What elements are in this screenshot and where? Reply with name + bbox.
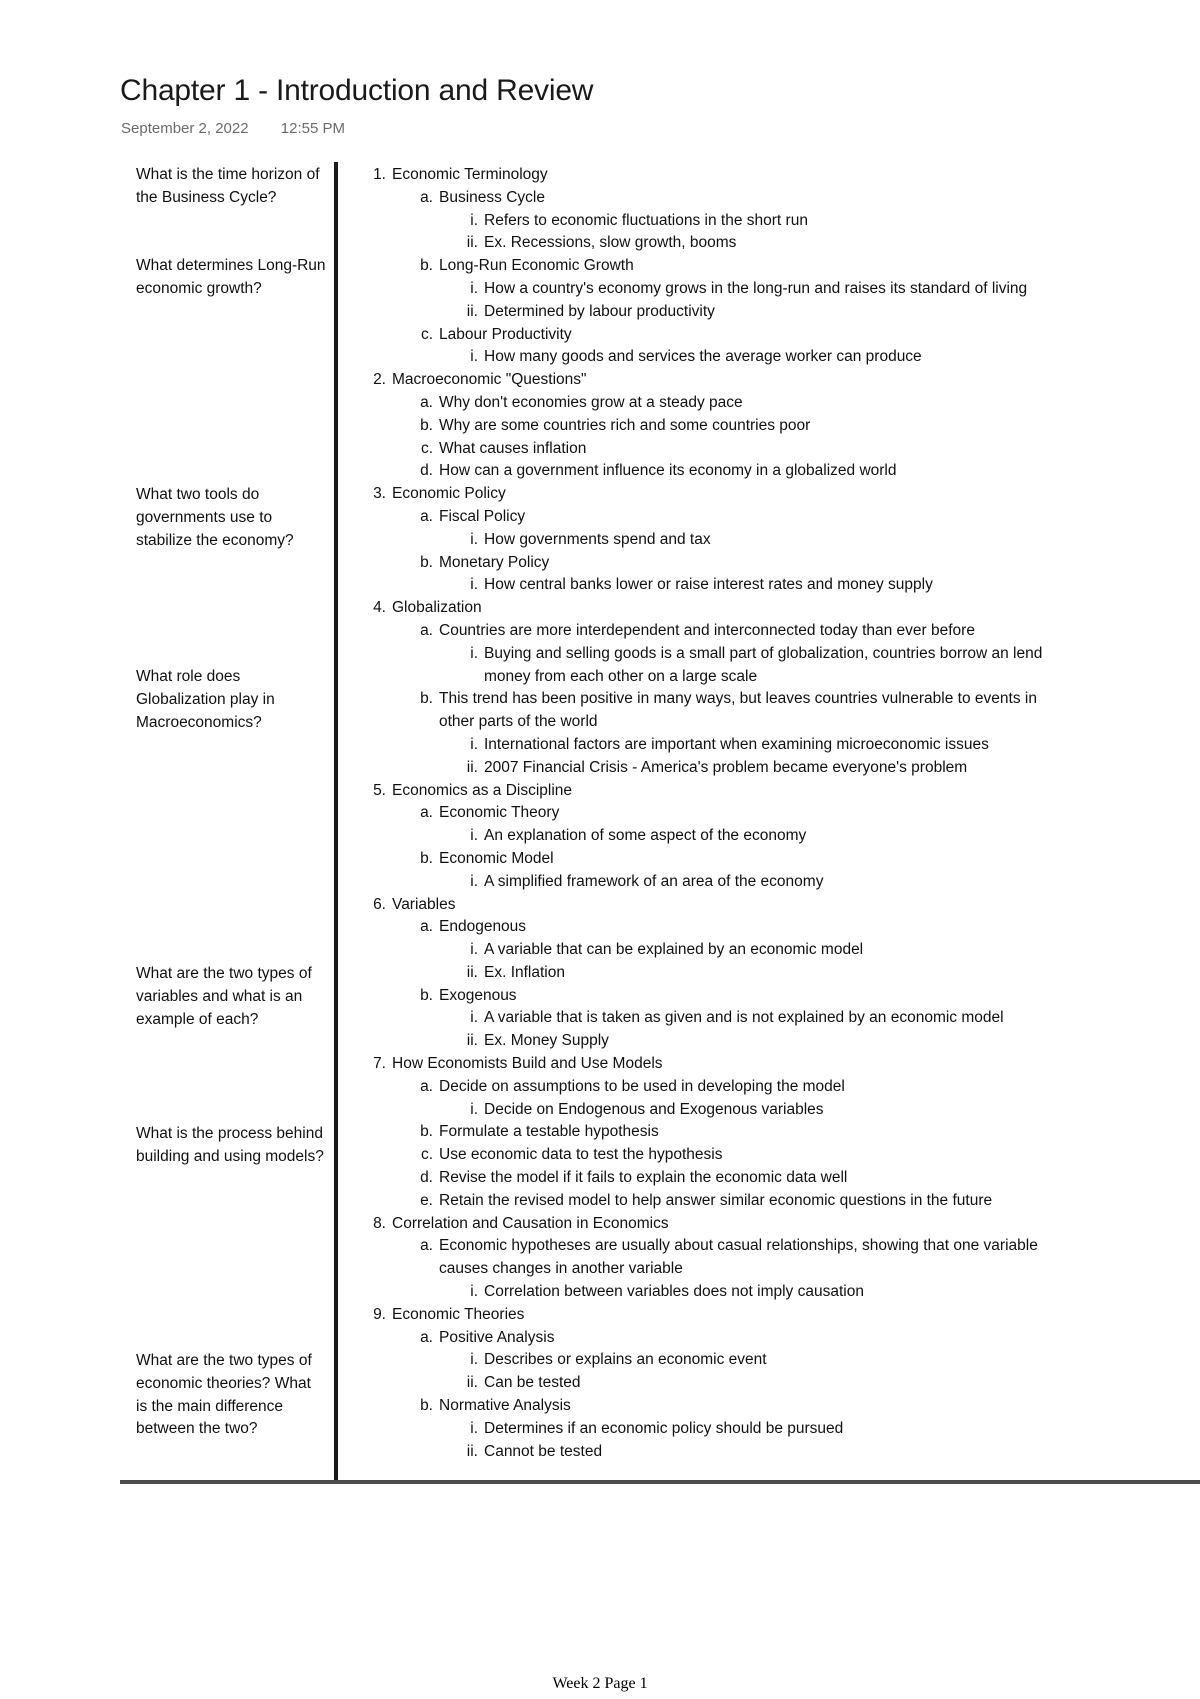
- outline-item: [360, 962, 1120, 985]
- outline-item: [360, 1349, 1120, 1372]
- outline-text: Can be tested: [484, 1374, 581, 1392]
- outline-item: [360, 392, 1120, 415]
- outline-text: Economics as a Discipline: [392, 781, 573, 799]
- outline-text: 2007 Financial Crisis - America's problem became everyone's problem: [484, 758, 968, 776]
- outline-text: Exogenous: [439, 986, 517, 1004]
- outline-text: How many goods and services the average worker can produce: [484, 348, 922, 366]
- outline-item: [360, 1144, 1120, 1167]
- outline-item: [360, 1372, 1120, 1395]
- outline-item: [360, 1213, 1120, 1236]
- outline-text: Monetary Policy: [439, 553, 550, 571]
- outline-text: Economic Theories: [392, 1305, 525, 1323]
- cue-question: What determines Long-Run economic growth?: [136, 257, 326, 297]
- outline-item: [360, 187, 1120, 210]
- outline-marker: a.: [420, 918, 433, 936]
- outline-item: [360, 438, 1120, 461]
- outline-text: Economic hypotheses are usually about casual relationships, showing that one variable: [439, 1237, 1038, 1255]
- outline-text: Economic Model: [439, 849, 554, 867]
- outline-marker: c.: [420, 325, 433, 343]
- outline-text: Retain the revised model to help answer similar economic questions in the future: [439, 1191, 993, 1209]
- outline-marker: i.: [470, 735, 478, 753]
- outline-item: [360, 552, 1120, 575]
- outline-text: A simplified framework of an area of the economy: [484, 872, 824, 890]
- outline-item: [360, 1167, 1120, 1190]
- outline-item: [360, 210, 1120, 233]
- outline-marker: ii.: [466, 234, 478, 252]
- outline-item: [360, 597, 1120, 620]
- page-footer: Week 2 Page 1: [552, 1675, 648, 1692]
- outline-text: Business Cycle: [439, 188, 545, 206]
- outline-text: Refers to economic fluctuations in the short run: [484, 211, 808, 229]
- outline-marker: b.: [420, 1397, 433, 1415]
- outline-item: [360, 1395, 1120, 1418]
- outline-marker: b.: [420, 1123, 433, 1141]
- outline-item: [360, 278, 1120, 301]
- outline-marker: 7.: [373, 1055, 386, 1073]
- outline-text: Ex. Inflation: [484, 963, 565, 981]
- outline-item: [360, 1258, 1120, 1281]
- outline-item: [360, 1053, 1120, 1076]
- cue-question: What is the time horizon of the Business Cycle?: [136, 166, 320, 206]
- outline-marker: b.: [420, 849, 433, 867]
- outline-item: [360, 985, 1120, 1008]
- page-title: Chapter 1 - Introduction and Review: [120, 74, 594, 107]
- outline-item: [360, 848, 1120, 871]
- outline-item: [360, 529, 1120, 552]
- outline-text: Economic Policy: [392, 485, 506, 503]
- outline-item: [360, 894, 1120, 917]
- outline-text: Macroeconomic "Questions": [392, 371, 587, 389]
- outline-marker: a.: [420, 1328, 433, 1346]
- outline-item: [360, 1030, 1120, 1053]
- outline-marker: d.: [420, 462, 433, 480]
- outline-marker: b.: [420, 690, 433, 708]
- outline-text: Buying and selling goods is a small part of globalization, countries borrow an lend: [484, 644, 1043, 662]
- cue-question: What are the two types of economic theories? What is the main difference between the two?: [136, 1352, 312, 1438]
- outline-marker: i.: [470, 1283, 478, 1301]
- outline-text: Decide on Endogenous and Exogenous variables: [484, 1100, 824, 1118]
- outline-text: How a country's economy grows in the long-run and raises its standard of living: [484, 279, 1028, 297]
- outline-marker: c.: [420, 1146, 433, 1164]
- section-bottom-rule: [120, 1480, 1200, 1484]
- page-time: 12:55 PM: [280, 120, 345, 137]
- outline-text: Describes or explains an economic event: [484, 1351, 767, 1369]
- outline-marker: b.: [420, 986, 433, 1004]
- outline-item: [360, 1304, 1120, 1327]
- outline-text: Economic Theory: [439, 804, 560, 822]
- outline-text: Fiscal Policy: [439, 507, 526, 525]
- outline-item: [360, 460, 1120, 483]
- outline-marker: e.: [420, 1191, 433, 1209]
- outline-marker: 4.: [373, 599, 386, 617]
- outline-text: How can a government influence its economy in a globalized world: [439, 462, 897, 480]
- outline-marker: b.: [420, 257, 433, 275]
- outline-marker: ii.: [466, 1032, 478, 1050]
- outline-text: Globalization: [392, 599, 482, 617]
- outline-text: Correlation and Causation in Economics: [392, 1214, 669, 1232]
- outline-item: [360, 232, 1120, 255]
- outline-item: [360, 1007, 1120, 1030]
- outline-text: Labour Productivity: [439, 325, 572, 343]
- outline-item: [360, 688, 1120, 711]
- outline-marker: a.: [420, 621, 433, 639]
- outline-item: [360, 825, 1120, 848]
- outline-text: Use economic data to test the hypothesis: [439, 1146, 723, 1164]
- outline-marker: c.: [420, 439, 433, 457]
- outline-item: [360, 483, 1120, 506]
- outline-marker: i.: [470, 1009, 478, 1027]
- outline-text: How Economists Build and Use Models: [392, 1055, 663, 1073]
- outline-marker: i.: [470, 644, 478, 662]
- outline-marker: ii.: [466, 302, 478, 320]
- outline-marker: i.: [470, 1100, 478, 1118]
- outline-text: This trend has been positive in many ways, but leaves countries vulnerable to events in: [439, 690, 1037, 708]
- outline-marker: a.: [420, 1077, 433, 1095]
- outline-text: What causes inflation: [439, 439, 587, 457]
- outline-item: [360, 666, 1120, 689]
- outline-text: How governments spend and tax: [484, 530, 711, 548]
- outline-marker: i.: [470, 1351, 478, 1369]
- outline-text: causes changes in another variable: [439, 1260, 683, 1278]
- outline-marker: i.: [470, 211, 478, 229]
- outline-marker: a.: [420, 1237, 433, 1255]
- outline-text: other parts of the world: [439, 713, 598, 731]
- outline-marker: 2.: [373, 371, 386, 389]
- outline-marker: 6.: [373, 895, 386, 913]
- outline-marker: ii.: [466, 963, 478, 981]
- outline-item: [360, 1441, 1120, 1464]
- outline-text: Cannot be tested: [484, 1442, 603, 1460]
- outline-item: [360, 620, 1120, 643]
- outline-marker: b.: [420, 416, 433, 434]
- outline-marker: ii.: [466, 1442, 478, 1460]
- notes-outline: [360, 164, 1120, 1463]
- outline-item: [360, 506, 1120, 529]
- outline-marker: 5.: [373, 781, 386, 799]
- outline-text: Why are some countries rich and some countries poor: [439, 416, 811, 434]
- outline-item: [360, 802, 1120, 825]
- outline-marker: i.: [470, 1419, 478, 1437]
- outline-item: [360, 574, 1120, 597]
- outline-marker: a.: [420, 188, 433, 206]
- outline-marker: ii.: [466, 758, 478, 776]
- outline-item: [360, 255, 1120, 278]
- outline-marker: b.: [420, 553, 433, 571]
- outline-text: money from each other on a large scale: [484, 667, 758, 685]
- outline-item: [360, 939, 1120, 962]
- outline-item: [360, 643, 1120, 666]
- column-divider: [334, 162, 338, 1482]
- outline-item: [360, 916, 1120, 939]
- outline-text: A variable that can be explained by an economic model: [484, 941, 864, 959]
- outline-marker: ii.: [466, 1374, 478, 1392]
- outline-item: [360, 780, 1120, 803]
- outline-item: [360, 1418, 1120, 1441]
- outline-text: Normative Analysis: [439, 1397, 571, 1415]
- outline-text: Endogenous: [439, 918, 527, 936]
- outline-item: [360, 1281, 1120, 1304]
- outline-text: Determines if an economic policy should be pursued: [484, 1419, 844, 1437]
- outline-marker: i.: [470, 941, 478, 959]
- outline-marker: 1.: [373, 166, 386, 183]
- outline-marker: a.: [420, 393, 433, 411]
- outline-text: Correlation between variables does not imply causation: [484, 1283, 864, 1301]
- outline-item: [360, 1327, 1120, 1350]
- outline-marker: a.: [420, 507, 433, 525]
- outline-marker: i.: [470, 530, 478, 548]
- outline-text: How central banks lower or raise interest rates and money supply: [484, 576, 933, 594]
- page-date: September 2, 2022: [121, 120, 249, 137]
- outline-item: [360, 1235, 1120, 1258]
- outline-text: Variables: [392, 895, 456, 913]
- outline-marker: i.: [470, 872, 478, 890]
- outline-item: [360, 415, 1120, 438]
- outline-item: [360, 1190, 1120, 1213]
- cue-question: What two tools do governments use to stabilize the economy?: [136, 486, 294, 549]
- outline-item: [360, 369, 1120, 392]
- outline-marker: i.: [470, 576, 478, 594]
- cue-question: What are the two types of variables and what is an example of each?: [136, 965, 312, 1028]
- outline-text: Decide on assumptions to be used in developing the model: [439, 1077, 845, 1095]
- outline-text: A variable that is taken as given and is not explained by an economic model: [484, 1009, 1004, 1027]
- outline-text: Economic Terminology: [392, 166, 548, 183]
- outline-text: Countries are more interdependent and interconnected today than ever before: [439, 621, 975, 639]
- outline-text: International factors are important when examining microeconomic issues: [484, 735, 989, 753]
- outline-marker: 9.: [373, 1305, 386, 1323]
- outline-item: [360, 1076, 1120, 1099]
- outline-text: Revise the model if it fails to explain the economic data well: [439, 1169, 848, 1187]
- outline-item: [360, 164, 1120, 187]
- page-timestamp: [121, 120, 345, 137]
- outline-text: Ex. Money Supply: [484, 1032, 609, 1050]
- outline-item: [360, 1099, 1120, 1122]
- outline-marker: i.: [470, 279, 478, 297]
- outline-item: [360, 324, 1120, 347]
- cue-question: What role does Globalization play in Macroeconomics?: [136, 668, 275, 731]
- outline-text: Why don't economies grow at a steady pace: [439, 393, 743, 411]
- outline-item: [360, 711, 1120, 734]
- outline-text: Long-Run Economic Growth: [439, 257, 634, 275]
- outline-text: An explanation of some aspect of the economy: [484, 827, 807, 845]
- outline-marker: a.: [420, 804, 433, 822]
- outline-marker: 8.: [373, 1214, 386, 1232]
- outline-text: Formulate a testable hypothesis: [439, 1123, 659, 1141]
- outline-text: Positive Analysis: [439, 1328, 555, 1346]
- outline-marker: i.: [470, 827, 478, 845]
- outline-text: Determined by labour productivity: [484, 302, 715, 320]
- outline-item: [360, 757, 1120, 780]
- outline-item: [360, 1121, 1120, 1144]
- outline-item: [360, 301, 1120, 324]
- cue-question: What is the process behind building and using models?: [136, 1125, 324, 1165]
- outline-marker: 3.: [373, 485, 386, 503]
- outline-text: Ex. Recessions, slow growth, booms: [484, 234, 737, 252]
- outline-marker: i.: [470, 348, 478, 366]
- outline-item: [360, 734, 1120, 757]
- outline-item: [360, 346, 1120, 369]
- outline-item: [360, 871, 1120, 894]
- outline-marker: d.: [420, 1169, 433, 1187]
